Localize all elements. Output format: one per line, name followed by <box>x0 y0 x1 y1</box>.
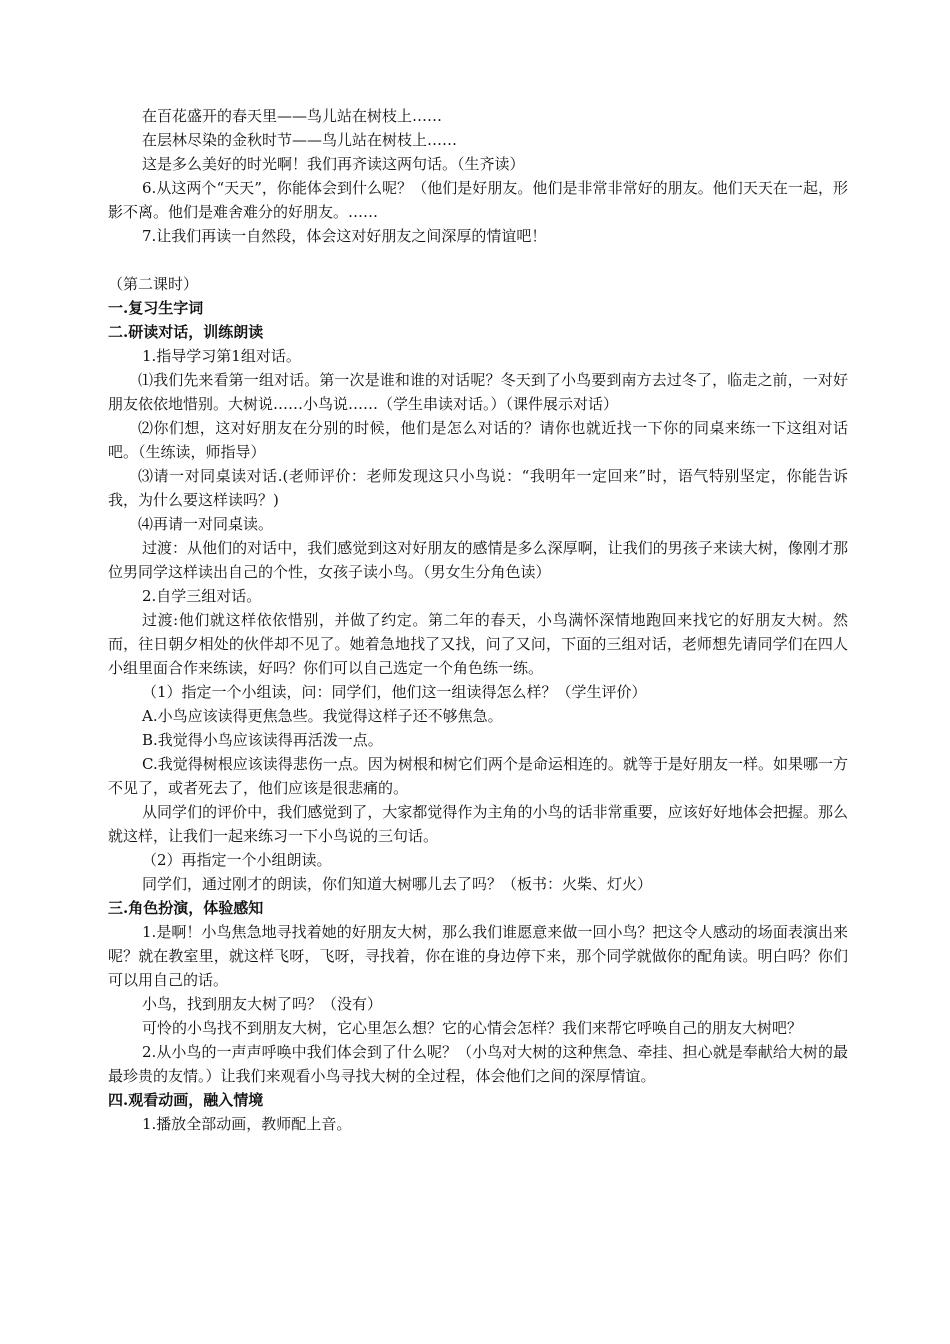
text-line: 这是多么美好的时光啊！我们再齐读这两句话。（生齐读） <box>142 155 525 173</box>
text-line: 7.让我们再读一自然段，体会这对好朋友之间深厚的情谊吧！ <box>142 227 547 245</box>
paragraph: 1.是啊！小鸟焦急地寻找着她的好朋友大树，那么我们谁愿意来做一回小鸟？把这令人感动的场面表演出来呢？就在教室里，就这样飞呀，飞呀，寻找着，你在谁的身边停下来，那个同学就做你的配角读。明白吗？你们可以用自己的话。 <box>108 923 848 989</box>
paragraph: ⑶请一对同桌读对话.(老师评价：老师发现这只小鸟说：“我明年一定回来”时，语气特别坚定，你能告诉我，为什么要这样读吗？) <box>108 467 848 509</box>
text-line: 小鸟，找到朋友大树了吗？（没有） <box>142 995 383 1013</box>
paragraph: 可怜的小鸟找不到朋友大树，它心里怎么想？它的心情会怎样？我们来帮它呼唤自己的朋友大树吧？ <box>142 1019 803 1037</box>
text-line: 1.播放全部动画，教师配上音。 <box>142 1115 352 1133</box>
text-line: A.小鸟应该读得更焦急些。我觉得这样子还不够焦急。 <box>142 707 503 725</box>
paragraph: C.我觉得树根应该读得悲伤一点。因为树根和树它们两个是命运相连的。就等于是好朋友一样。如果哪一方不见了，或者死去了，他们应该是很悲痛的。 <box>108 755 848 797</box>
section-heading: 二.研读对话，训练朗读 <box>108 323 264 341</box>
text-line: 在百花盛开的春天里——鸟儿站在树枝上…… <box>142 107 443 125</box>
text-line: ⑷再请一对同桌读。 <box>138 515 274 533</box>
document-page <box>108 104 848 1136</box>
text-line: （2）再指定一个小组朗读。 <box>142 851 332 869</box>
section-heading: 一.复习生字词 <box>108 299 204 317</box>
paragraph: 从同学们的评价中，我们感觉到了，大家都觉得作为主角的小鸟的话非常重要，应该好好地体会把握。那么就这样，让我们一起来练习一下小鸟说的三句话。 <box>108 803 848 845</box>
paragraph: 过渡:他们就这样依依惜别，并做了约定。第二年的春天，小鸟满怀深情地跑回来找它的好朋友大树。然而，往日朝夕相处的伙伴却不见了。她着急地找了又找，问了又问，下面的三组对话，老师想先请同学们在四人小组里面合作来练读，好吗？你们可以自己选定一个角色练一练。 <box>108 611 848 677</box>
text-line: 在层林尽染的金秋时节——鸟儿站在树枝上…… <box>142 131 458 149</box>
paragraph: ⑴我们先来看第一组对话。第一次是谁和谁的对话呢？冬天到了小鸟要到南方去过冬了，临走之前，一对好朋友依依地惜别。大树说……小鸟说……（学生串读对话。）（课件展示对话） <box>108 371 848 413</box>
text-line: 1.指导学习第1组对话。 <box>142 347 301 365</box>
paragraph: 2.从小鸟的一声声呼唤中我们体会到了什么呢？（小鸟对大树的这种焦急、牵挂、担心就是奉献给大树的最最珍贵的友情。）让我们来观看小鸟寻找大树的全过程，体会他们之间的深厚情谊。 <box>108 1043 848 1085</box>
text-line: （第二课时） <box>108 275 199 293</box>
paragraph: ⑵你们想，这对好朋友在分别的时候，他们是怎么对话的？请你也就近找一下你的同桌来练一下这组对话吧。（生练读，师指导） <box>108 419 848 461</box>
section-heading: 四.观看动画，融入情境 <box>108 1091 264 1109</box>
paragraph: 过渡：从他们的对话中，我们感觉到这对好朋友的感情是多么深厚啊，让我们的男孩子来读大树，像刚才那位男同学这样读出自己的个性，女孩子读小鸟。（男女生分角色读） <box>108 539 848 581</box>
paragraph: 6.从这两个“天天”，你能体会到什么呢？（他们是好朋友。他们是非常非常好的朋友。他们天天在一起，形影不离。他们是难舍难分的好朋友。…… <box>108 179 848 221</box>
text-line: （1）指定一个小组读，问：同学们，他们这一组读得怎么样？（学生评价） <box>142 683 647 701</box>
section-heading: 三.角色扮演，体验感知 <box>108 899 264 917</box>
section-gap <box>108 248 848 272</box>
text-line: B.我觉得小鸟应该读得再活泼一点。 <box>142 731 383 749</box>
text-line: 同学们，通过刚才的朗读，你们知道大树哪儿去了吗？（板书：火柴、灯火） <box>142 875 653 893</box>
text-line: 2.自学三组对话。 <box>142 587 262 605</box>
